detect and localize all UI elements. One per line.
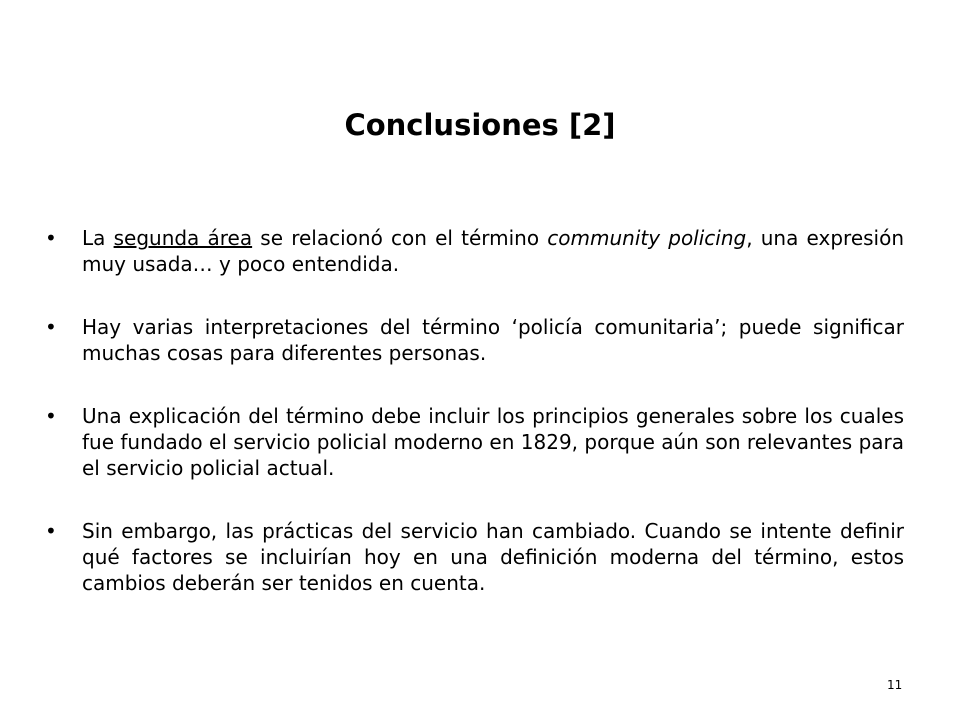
bullet-item-2	[45, 314, 904, 366]
bullet-icon: •	[45, 404, 57, 428]
bullet-text: Hay varias interpretaciones del término ‘policía comunitaria’; puede significar muchas cosas para diferentes personas.	[82, 315, 904, 365]
bullet-text: Una explicación del término debe incluir los principios generales sobre los cuales fue fundado el servicio policial moderno en 1829, porque aún son relevantes para el servicio policial actual.	[82, 404, 904, 480]
bullet-list	[45, 225, 905, 633]
slide-title: Conclusiones [2]	[344, 108, 616, 142]
underlined-term: segunda área	[113, 226, 253, 250]
bullet-text-part: se relacionó con el término	[252, 226, 548, 250]
italic-term: community policing	[547, 226, 747, 250]
bullet-text-part: , una expresión muy usada… y poco entendida.	[82, 226, 905, 276]
bullet-item-3	[45, 403, 904, 481]
bullet-text-part: La	[82, 226, 114, 250]
bullet-icon: •	[45, 315, 57, 339]
bullet-icon: •	[45, 226, 57, 250]
bullet-item-4	[45, 518, 904, 596]
bullet-item-1	[45, 225, 905, 277]
page-number: 11	[887, 678, 903, 692]
bullet-text: Sin embargo, las prácticas del servicio han cambiado. Cuando se intente definir qué factores se incluirían hoy en una definición moderna del término, estos cambios deberán ser tenidos en cuenta.	[82, 519, 904, 595]
bullet-icon: •	[45, 519, 57, 543]
